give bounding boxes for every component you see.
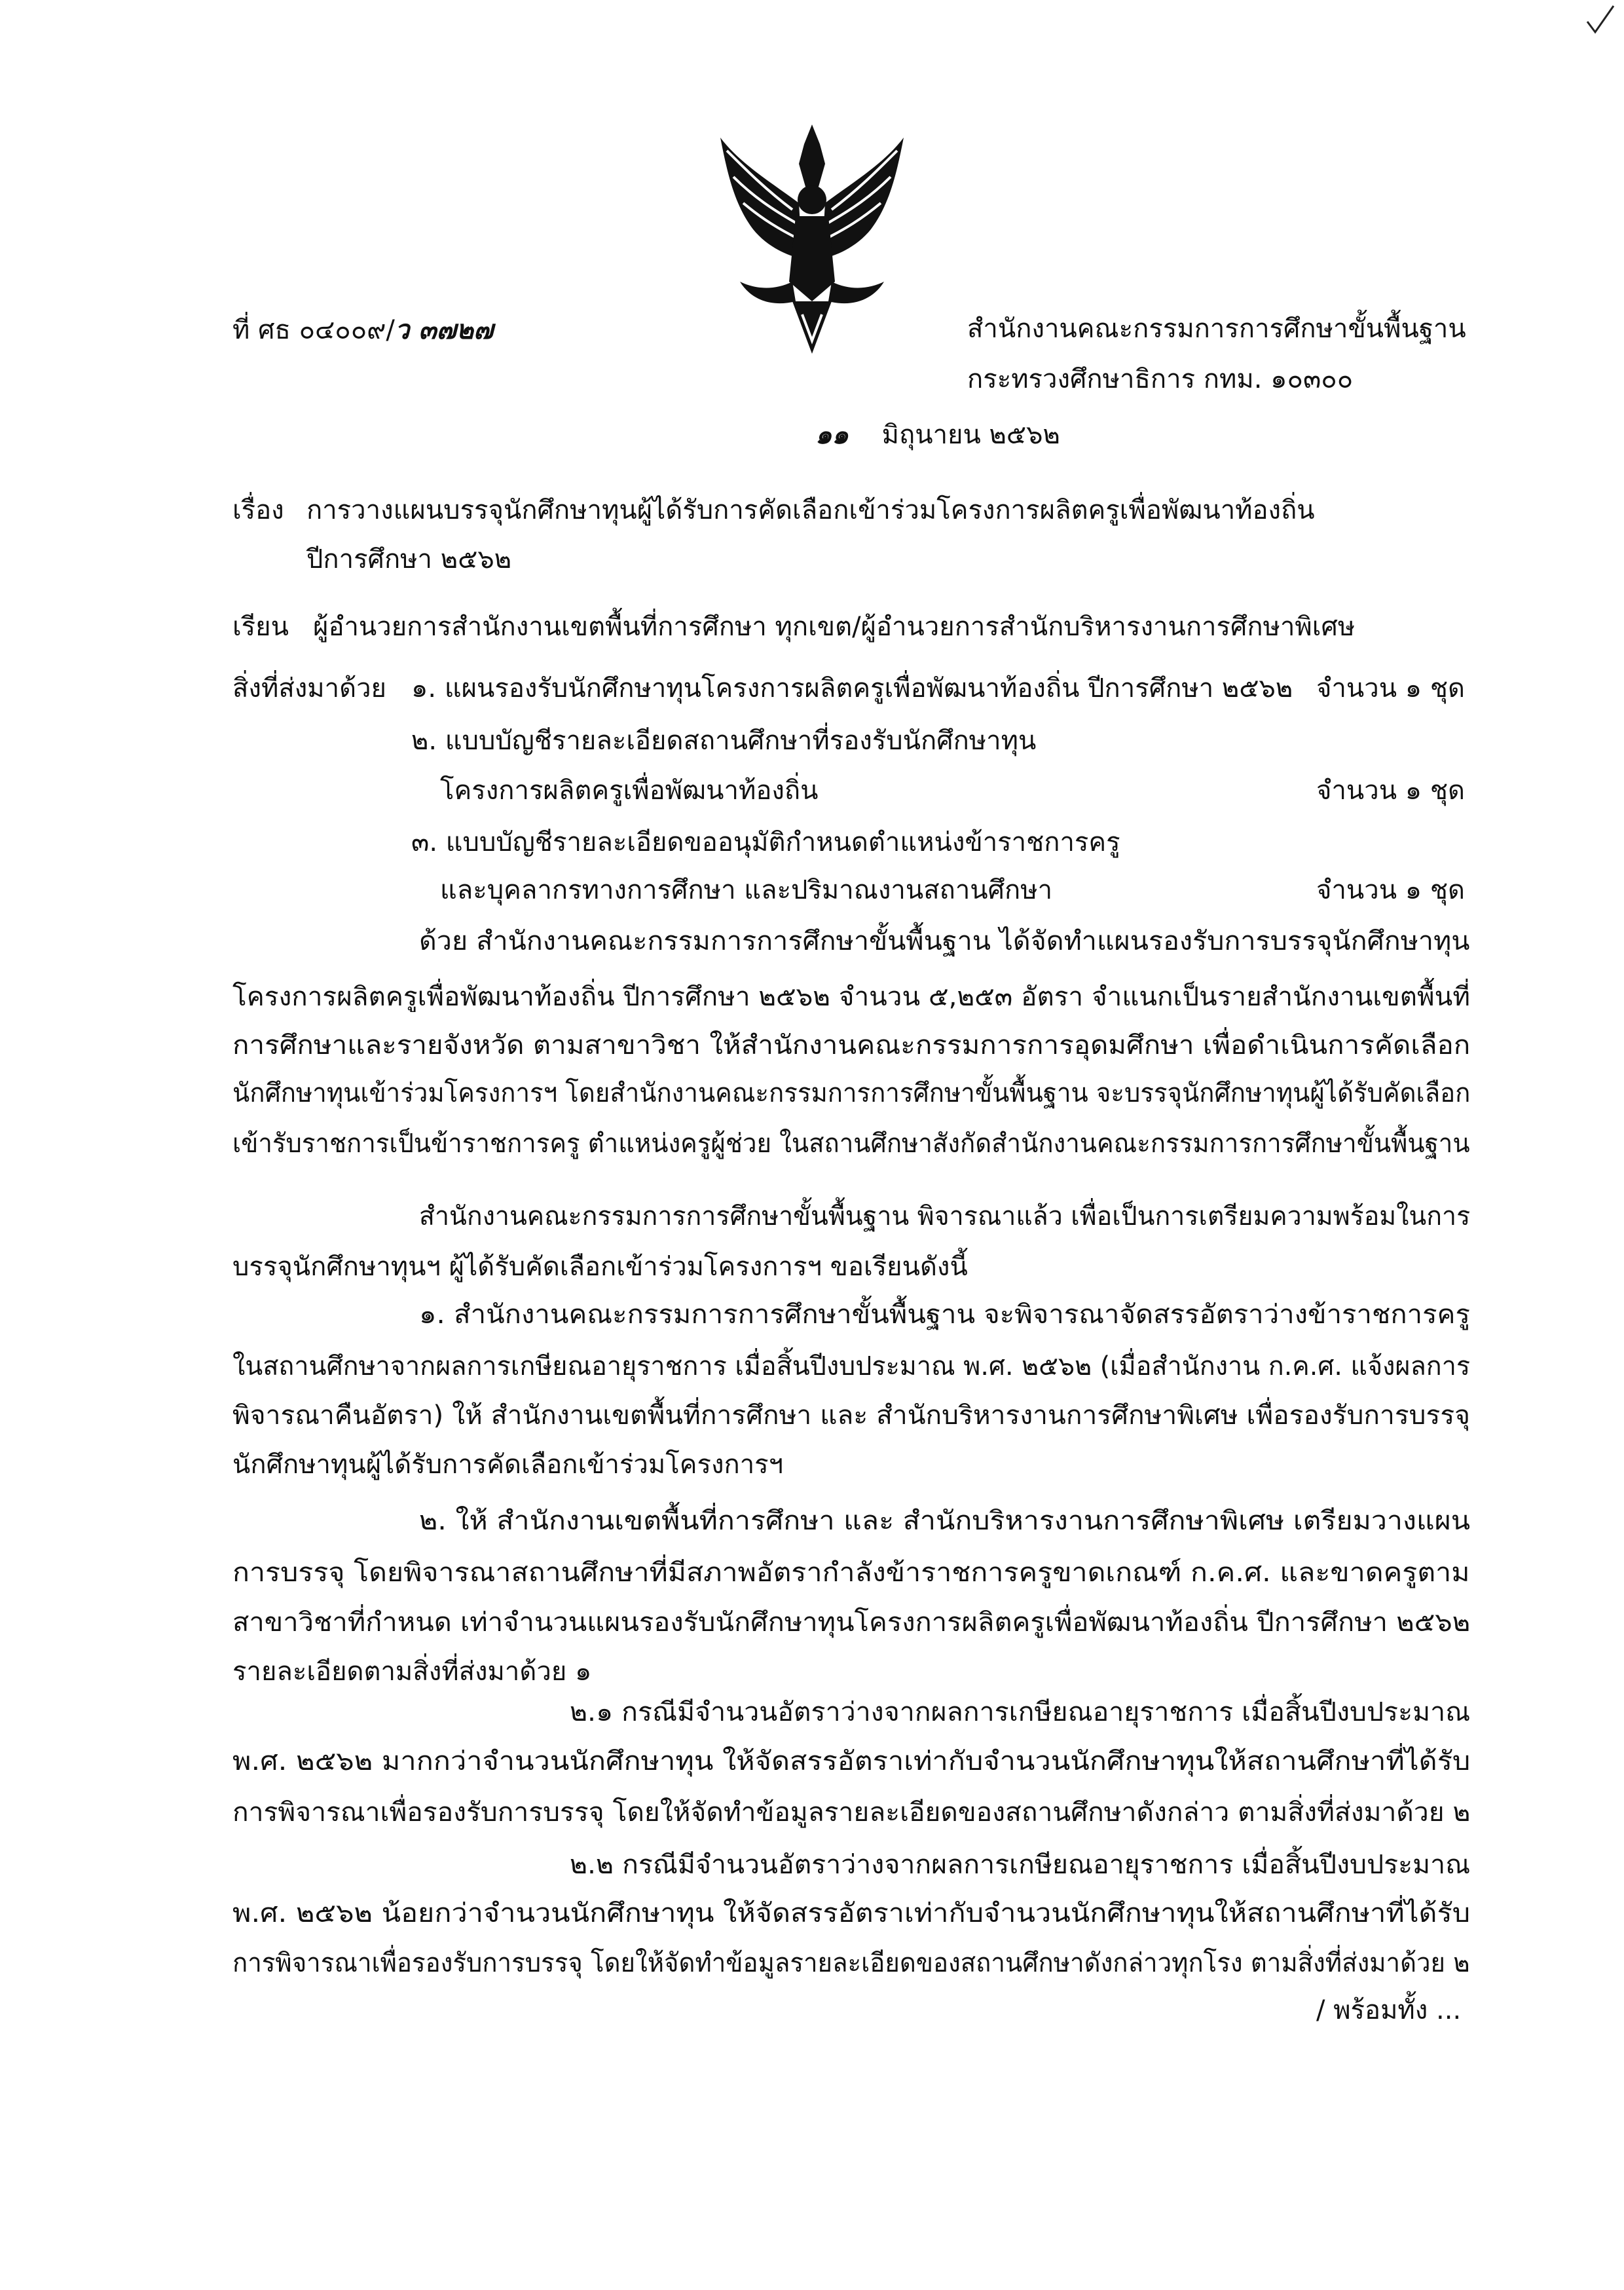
paragraph-2-line-2: บรรจุนักศึกษาทุนฯ ผู้ได้รับคัดเลือกเข้าร่วมโครงการฯ ขอเรียนดังนี้ <box>232 1252 968 1282</box>
garuda-emblem <box>714 124 910 354</box>
paragraph-3-line-4: นักศึกษาทุนผู้ได้รับการคัดเลือกเข้าร่วมโครงการฯ <box>232 1450 784 1480</box>
attachment-item-1-qty: จำนวน ๑ ชุด <box>1316 673 1465 704</box>
subject-line-1: การวางแผนบรรจุนักศึกษาทุนผู้ได้รับการคัดเลือกเข้าร่วมโครงการผลิตครูเพื่อพัฒนาท้องถิ่น <box>306 495 1315 525</box>
reference-number <box>232 314 493 346</box>
paragraph-6-line-1: ๒.๒ กรณีมีจำนวนอัตราว่างจากผลการเกษียณอายุราชการ เมื่อสิ้นปีงบประมาณ <box>570 1850 1471 1880</box>
attachment-item-3-line-1: ๓. แบบบัญชีรายละเอียดขออนุมัติกำหนดตำแหน่งข้าราชการครู <box>411 827 1120 857</box>
paragraph-1-line-5: เข้ารับราชการเป็นข้าราชการครู ตำแหน่งครูผู้ช่วย ในสถานศึกษาสังกัดสำนักงานคณะกรรมการการศึกษาขั้นพื้นฐาน <box>232 1129 1470 1159</box>
paragraph-1-line-2: โครงการผลิตครูเพื่อพัฒนาท้องถิ่น ปีการศึกษา ๒๕๖๒ จำนวน ๕,๒๕๓ อัตรา จำแนกเป็นรายสำนักงานเขตพื้นที่ <box>232 982 1470 1012</box>
paragraph-4-line-2: การบรรจุ โดยพิจารณาสถานศึกษาที่มีสภาพอัตรากำลังข้าราชการครูขาดเกณฑ์ ก.ค.ศ. และขาดครูตาม <box>232 1558 1470 1588</box>
paragraph-6-line-3: การพิจารณาเพื่อรองรับการบรรจุ โดยให้จัดทำข้อมูลรายละเอียดของสถานศึกษาดังกล่าวทุกโรง ตามสิ่งที่ส่งมาด้วย ๒ <box>232 1948 1470 1978</box>
subject-line-2: ปีการศึกษา ๒๕๖๒ <box>306 544 512 574</box>
attachment-item-3-line-2: และบุคลากรทางการศึกษา และปริมาณงานสถานศึกษา <box>440 875 1053 905</box>
attachment-item-1: ๑. แผนรองรับนักศึกษาทุนโครงการผลิตครูเพื่อพัฒนาท้องถิ่น ปีการศึกษา ๒๕๖๒ <box>411 673 1293 704</box>
date-month-year: มิถุนายน ๒๕๖๒ <box>881 420 1060 450</box>
paragraph-1-line-1: ด้วย สำนักงานคณะกรรมการการศึกษาขั้นพื้นฐาน ได้จัดทำแผนรองรับการบรรจุนักศึกษาทุน <box>419 926 1470 956</box>
paragraph-5-line-3: การพิจารณาเพื่อรองรับการบรรจุ โดยให้จัดทำข้อมูลรายละเอียดของสถานศึกษาดังกล่าว ตามสิ่งที่ส่งมาด้วย ๒ <box>232 1797 1471 1828</box>
date-day-handwritten: ๑๑ <box>815 420 849 450</box>
salutation-label: เรียน <box>232 612 289 642</box>
paragraph-1-line-3: การศึกษาและรายจังหวัด ตามสาขาวิชา ให้สำนักงานคณะกรรมการการอุดมศึกษา เพื่อดำเนินการคัดเลือก <box>232 1030 1471 1061</box>
paragraph-4-line-1: ๒. ให้ สำนักงานเขตพื้นที่การศึกษา และ สำนักบริหารงานการศึกษาพิเศษ เตรียมวางแผน <box>419 1506 1471 1536</box>
reference-prefix: ที่ ศธ ๐๔๐๐๙/ <box>232 315 395 345</box>
paragraph-5-line-1: ๒.๑ กรณีมีจำนวนอัตราว่างจากผลการเกษียณอายุราชการ เมื่อสิ้นปีงบประมาณ <box>570 1697 1471 1727</box>
reference-handwritten: ว ๓๗๒๗ <box>394 315 494 345</box>
continuation-marker: / พร้อมทั้ง ... <box>1316 1995 1462 2025</box>
check-mark-icon <box>1585 3 1616 35</box>
attachment-item-2-line-2: โครงการผลิตครูเพื่อพัฒนาท้องถิ่น <box>440 776 819 806</box>
salutation-text: ผู้อำนวยการสำนักงานเขตพื้นที่การศึกษา ทุกเขต/ผู้อำนวยการสำนักบริหารงานการศึกษาพิเศษ <box>313 612 1356 642</box>
paragraph-4-line-3: สาขาวิชาที่กำหนด เท่าจำนวนแผนรองรับนักศึกษาทุนโครงการผลิตครูเพื่อพัฒนาท้องถิ่น ปีการศึกษา ๒๕๖๒ <box>232 1607 1471 1638</box>
paragraph-2-line-1: สำนักงานคณะกรรมการการศึกษาขั้นพื้นฐาน พิจารณาแล้ว เพื่อเป็นการเตรียมความพร้อมในการ <box>419 1201 1471 1231</box>
attachment-item-3-qty: จำนวน ๑ ชุด <box>1316 875 1465 905</box>
paragraph-5-line-2: พ.ศ. ๒๕๖๒ มากกว่าจำนวนนักศึกษาทุน ให้จัดสรรอัตราเท่ากับจำนวนนักศึกษาทุนให้สถานศึกษาที่ได้รับ <box>232 1746 1471 1776</box>
paragraph-3-line-2: ในสถานศึกษาจากผลการเกษียณอายุราชการ เมื่อสิ้นปีงบประมาณ พ.ศ. ๒๕๖๒ (เมื่อสำนักงาน ก.ค.ศ. แจ้งผลการ <box>232 1351 1471 1381</box>
attachment-item-2-qty: จำนวน ๑ ชุด <box>1316 776 1465 806</box>
document-date <box>815 419 1060 451</box>
paragraph-6-line-2: พ.ศ. ๒๕๖๒ น้อยกว่าจำนวนนักศึกษาทุน ให้จัดสรรอัตราเท่ากับจำนวนนักศึกษาทุนให้สถานศึกษาที่ได้รับ <box>232 1898 1471 1928</box>
attachment-item-2-line-1: ๒. แบบบัญชีรายละเอียดสถานศึกษาที่รองรับนักศึกษาทุน <box>411 726 1037 756</box>
paragraph-1-line-4: นักศึกษาทุนเข้าร่วมโครงการฯ โดยสำนักงานคณะกรรมการการศึกษาขั้นพื้นฐาน จะบรรจุนักศึกษาทุนผู้ได้รับคัดเลือก <box>232 1078 1471 1108</box>
paragraph-3-line-3: พิจารณาคืนอัตรา) ให้ สำนักงานเขตพื้นที่การศึกษา และ สำนักบริหารงานการศึกษาพิเศษ เพื่อรองรับการบรรจุ <box>232 1400 1471 1431</box>
attachments-label: สิ่งที่ส่งมาด้วย <box>232 673 386 704</box>
subject-label: เรื่อง <box>232 495 284 525</box>
paragraph-3-line-1: ๑. สำนักงานคณะกรรมการการศึกษาขั้นพื้นฐาน จะพิจารณาจัดสรรอัตราว่างข้าราชการครู <box>419 1300 1470 1330</box>
agency-name: สำนักงานคณะกรรมการการศึกษาขั้นพื้นฐาน <box>967 314 1466 344</box>
paragraph-4-line-4: รายละเอียดตามสิ่งที่ส่งมาด้วย ๑ <box>232 1657 592 1687</box>
agency-address: กระทรวงศึกษาธิการ กทม. ๑๐๓๐๐ <box>967 364 1354 394</box>
